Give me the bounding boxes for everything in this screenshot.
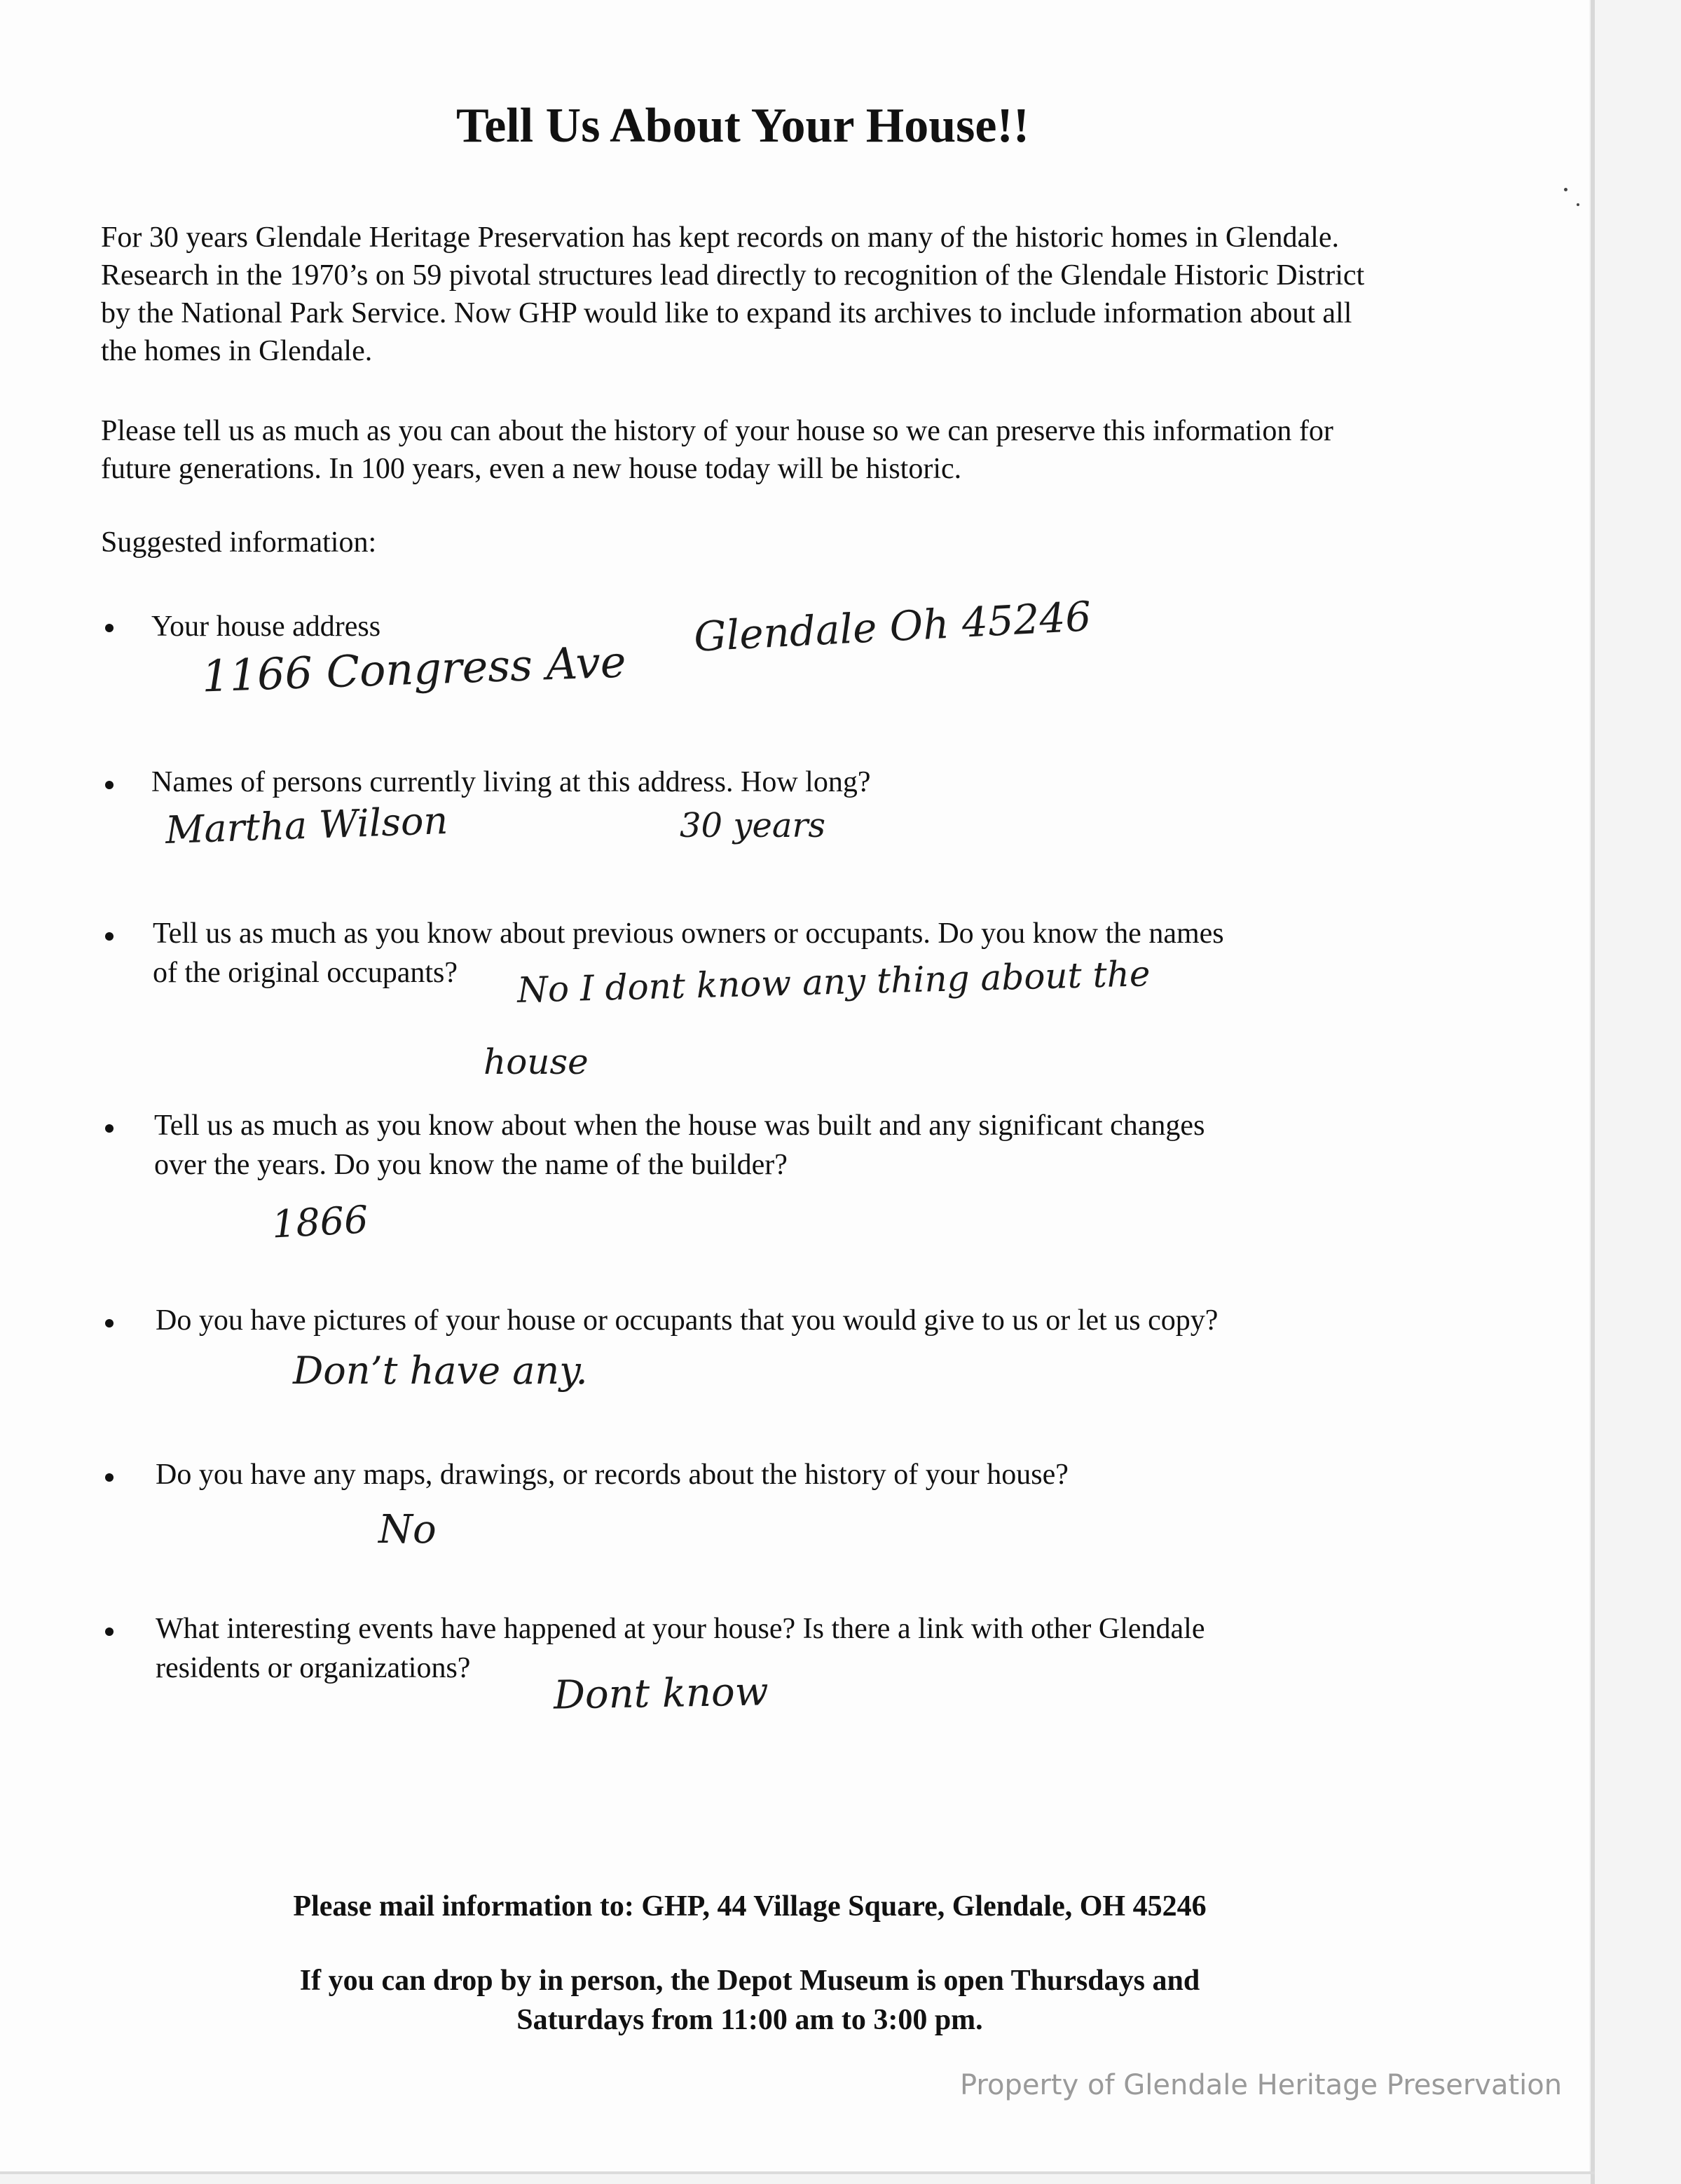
answer-resident-duration: 30 years [680,806,826,845]
question-previous-owners-line2: of the original occupants? [153,957,458,989]
intro-paragraph: For 30 years Glendale Heritage Preservation has kept records on many of the historic homes in Glendale. Research in the 1970’s on 59 pivotal structures lead directly to recognition of the Glendale Historic District by the National Park Service. Now GHP would like to expand its archives to include information about all the homes in Glendale. [101,221,1365,367]
visit-instructions-line2: Saturdays from 11:00 am to 3:00 pm. [516,2004,983,2036]
bullet-icon [105,932,114,941]
request-paragraph: Please tell us as much as you can about the history of your house so we can preserve this information for future generations. In 100 years, even a new house today will be historic. [101,415,1333,485]
answer-events: Dont know [553,1669,769,1719]
scan-speck [1577,203,1579,206]
bullet-icon [105,781,114,789]
watermark: Property of Glendale Heritage Preservation [960,2069,1563,2101]
bullet-icon [105,624,114,632]
question-records: Do you have any maps, drawings, or records about the history of your house? [156,1459,1069,1491]
answer-records: No [378,1507,437,1552]
page-edge-bottom [0,2171,1595,2174]
answer-resident-name: Martha Wilson [165,798,449,853]
mail-instructions: Please mail information to: GHP, 44 Village Square, Glendale, OH 45246 [293,1890,1207,1923]
answer-previous-owners-line1: No I dont know any thing about the [516,953,1151,1011]
bullet-icon [105,1319,114,1328]
question-address: Your house address [151,610,381,643]
answer-build-year: 1866 [270,1197,369,1247]
scan-speck [1564,188,1567,191]
visit-instructions-line1: If you can drop by in person, the Depot Museum is open Thursdays and [299,1965,1200,1997]
question-events-line2: residents or organizations? [156,1652,471,1684]
page-edge [1591,0,1595,2184]
bullet-icon [105,1124,114,1133]
page-title: Tell Us About Your House!! [455,99,1030,153]
suggested-label: Suggested information: [101,526,377,559]
question-previous-owners-line1: Tell us as much as you know about previous owners or occupants. Do you know the names [153,917,1224,950]
question-construction-line1: Tell us as much as you know about when the house was built and any significant changes [154,1110,1205,1142]
question-pictures: Do you have pictures of your house or occupants that you would give to us or let us copy? [156,1304,1219,1337]
answer-address-street: 1166 Congress Ave [200,636,627,702]
question-events-line1: What interesting events have happened at your house? Is there a link with other Glendale [156,1613,1205,1645]
question-construction-line2: over the years. Do you know the name of the builder? [154,1149,788,1181]
answer-pictures: Don’t have any. [293,1349,588,1393]
bullet-icon [105,1627,114,1636]
answer-previous-owners-line2: house [483,1042,589,1082]
question-residents: Names of persons currently living at this address. How long? [151,766,871,798]
answer-address-city: Glendale Oh 45246 [692,592,1092,661]
bullet-icon [105,1473,114,1482]
